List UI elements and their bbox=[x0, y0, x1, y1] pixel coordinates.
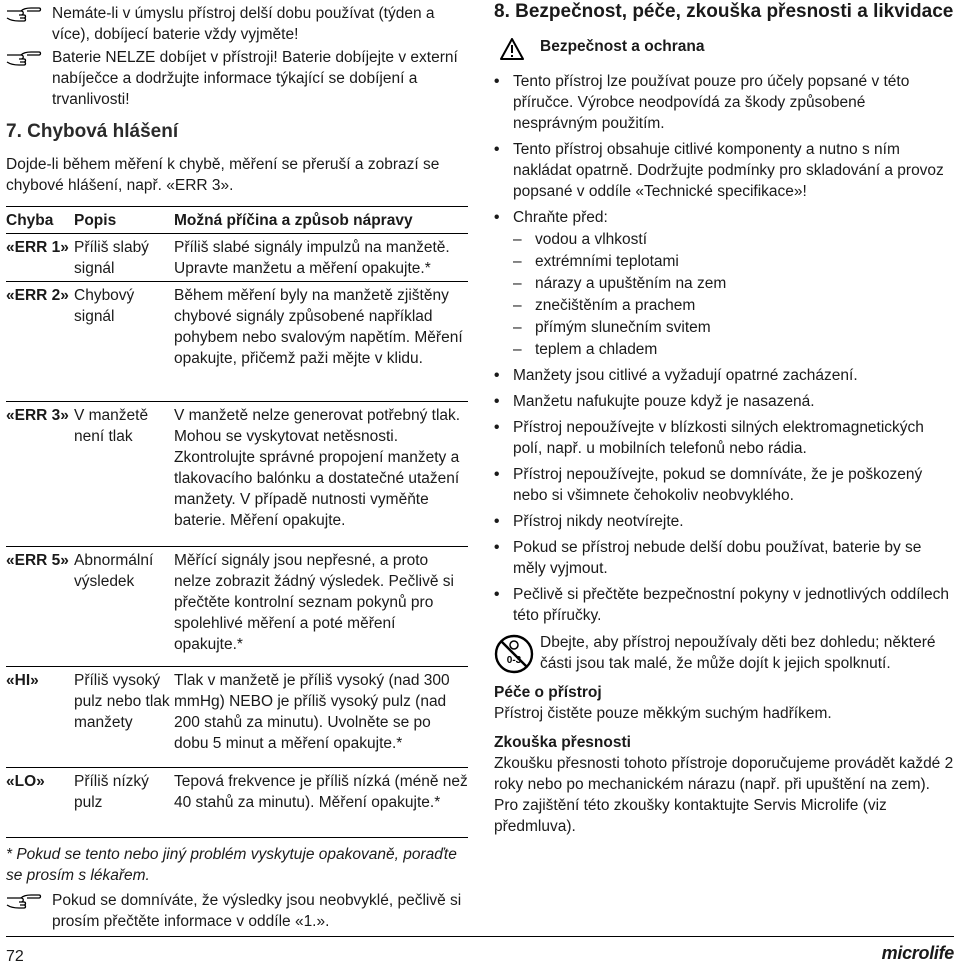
table-row bbox=[6, 667, 468, 768]
error-remedy: Tepová frekvence je příliš nízká (méně než 40 stahů za minutu). Měření opakujte.* bbox=[174, 768, 468, 838]
list-item bbox=[494, 207, 954, 360]
list-item: • Pokud se přístroj nebude delší dobu používat, baterie by se měly vyjmout. bbox=[494, 537, 954, 579]
note-battery-charge bbox=[6, 47, 468, 110]
list-item: – vodou a vlhkostí bbox=[513, 229, 954, 250]
column-header-cause-remedy: Možná příčina a způsob nápravy bbox=[174, 207, 468, 234]
note-text: Pokud se domníváte, že výsledky jsou neobvyklé, pečlivě si prosím přečtěte informace v oddíle «1.». bbox=[52, 892, 462, 930]
no-children-icon bbox=[494, 634, 534, 674]
error-code: «HI» bbox=[6, 667, 74, 768]
error-code: «ERR 1» bbox=[6, 234, 74, 282]
list-item: • Manžety jsou citlivé a vyžadují opatrné zacházení. bbox=[494, 365, 954, 386]
list-item: • Manžetu nafukujte pouze když je nasazená. bbox=[494, 391, 954, 412]
accuracy-text: Zkoušku přesnosti tohoto přístroje doporučujeme provádět každé 2 roky nebo po mechanickém nárazu (např. při upuštění na zem). Pro zajištění této zkoušky kontaktujte Servis Microlife (viz předmluva). bbox=[494, 755, 954, 835]
section-7-intro: Dojde-li během měření k chybě, měření se přeruší a zobrazí se chybové hlášení, např. «ERR 3». bbox=[6, 156, 440, 194]
protect-from-label: Chraňte před: bbox=[513, 209, 608, 226]
column-header-error: Chyba bbox=[6, 207, 74, 234]
safety-list bbox=[494, 71, 954, 626]
note-battery-remove bbox=[6, 3, 468, 45]
table-row bbox=[6, 547, 468, 667]
error-description: Příliš nízký pulz bbox=[74, 768, 174, 838]
care-text: Přístroj čistěte pouze měkkým suchým hadříkem. bbox=[494, 705, 832, 722]
protect-from-list bbox=[513, 229, 954, 360]
error-description: Abnormální výsledek bbox=[74, 547, 174, 667]
error-description: Příliš vysoký pulz nebo tlak manžety bbox=[74, 667, 174, 768]
error-description: Chybový signál bbox=[74, 282, 174, 402]
table-row bbox=[6, 282, 468, 402]
error-table bbox=[6, 206, 468, 838]
error-code: «ERR 5» bbox=[6, 547, 74, 667]
table-header-row bbox=[6, 207, 468, 234]
right-column bbox=[494, 0, 954, 837]
safety-heading-text: Bezpečnost a ochrana bbox=[540, 38, 705, 55]
error-remedy: Během měření byly na manžetě zjištěny chybové signály způsobené například pohybem nebo svalovým napětím. Měření opakujte, přičemž paži mějte v klidu. bbox=[174, 282, 468, 402]
list-item: • Pečlivě si přečtěte bezpečnostní pokyny v jednotlivých oddílech této příručky. bbox=[494, 584, 954, 626]
pointing-hand-icon bbox=[6, 5, 42, 23]
error-code: «ERR 3» bbox=[6, 402, 74, 547]
table-row bbox=[6, 402, 468, 547]
table-row bbox=[6, 234, 468, 282]
care-title: Péče o přístroj bbox=[494, 684, 602, 701]
list-item: • Přístroj nepoužívejte, pokud se domníváte, že je poškozený nebo si všimnete čehokoliv neobvyklého. bbox=[494, 464, 954, 506]
page-number: 72 bbox=[6, 948, 24, 965]
child-warning bbox=[494, 632, 954, 674]
list-item: – přímým slunečním svitem bbox=[513, 317, 954, 338]
list-item: – teplem a chladem bbox=[513, 339, 954, 360]
table-footnote: * Pokud se tento nebo jiný problém vyskytuje opakovaně, poraďte se prosím s lékařem. bbox=[6, 846, 457, 884]
list-item: • Tento přístroj obsahuje citlivé komponenty a nutno s ním nakládat opatrně. Dodržujte podmínky pro skladování a provoz popsané v oddíle «Technické specifikace»! bbox=[494, 139, 954, 202]
error-remedy: Příliš slabé signály impulzů na manžetě. Upravte manžetu a měření opakujte.* bbox=[174, 234, 468, 282]
left-column bbox=[6, 0, 468, 932]
error-remedy: V manžetě nelze generovat potřebný tlak. Mohou se vyskytovat netěsnosti. Zkontrolujte správné propojení manžety a tlakovacího balónku a dostatečné utažení manžety. V případě nutnosti vyměňte baterie. Měření opakujte. bbox=[174, 402, 468, 547]
section-8-title: 8. Bezpečnost, péče, zkouška přesnosti a likvidace bbox=[494, 1, 954, 22]
age-label: 0-3 bbox=[506, 655, 522, 666]
error-description: V manžetě není tlak bbox=[74, 402, 174, 547]
error-remedy: Tlak v manžetě je příliš vysoký (nad 300 mmHg) NEBO je příliš vysoký pulz (nad 200 stahů za minutu). Uvolněte se po dobu 5 minut a měření opakujte.* bbox=[174, 667, 468, 768]
list-item: • Přístroj nikdy neotvírejte. bbox=[494, 511, 954, 532]
error-description: Příliš slabý signál bbox=[74, 234, 174, 282]
list-item: • Tento přístroj lze používat pouze pro účely popsané v této příručce. Výrobce neodpovídá za škody způsobené nesprávným použitím. bbox=[494, 71, 954, 134]
column-header-description: Popis bbox=[74, 207, 174, 234]
error-code: «ERR 2» bbox=[6, 282, 74, 402]
warning-icon bbox=[500, 38, 524, 60]
pointing-hand-icon bbox=[6, 892, 42, 910]
list-item: – nárazy a upuštěním na zem bbox=[513, 273, 954, 294]
note-text: Nemáte-li v úmyslu přístroj delší dobu používat (týden a více), dobíjecí baterie vždy vyjměte! bbox=[52, 5, 435, 43]
section-7-title: 7. Chybová hlášení bbox=[6, 121, 179, 142]
list-item: • Přístroj nepoužívejte v blízkosti silných elektromagnetických polí, např. u mobilních telefonů nebo rádia. bbox=[494, 417, 954, 459]
list-item: – znečištěním a prachem bbox=[513, 295, 954, 316]
note-unusual-results bbox=[6, 890, 468, 932]
error-remedy: Měřící signály jsou nepřesné, a proto nelze zobrazit žádný výsledek. Pečlivě si přečtěte kontrolní seznam pokynů pro spolehlivé měření a poté měření opakujte.* bbox=[174, 547, 468, 667]
error-code: «LO» bbox=[6, 768, 74, 838]
list-item: – extrémními teplotami bbox=[513, 251, 954, 272]
note-text: Baterie NELZE dobíjet v přístroji! Baterie dobíjejte v externí nabíječce a dodržujte informace týkající se dobíjení a trvanlivosti! bbox=[52, 49, 458, 108]
accuracy-title: Zkouška přesnosti bbox=[494, 734, 631, 751]
pointing-hand-icon bbox=[6, 49, 42, 67]
table-row bbox=[6, 768, 468, 838]
safety-heading bbox=[494, 36, 954, 64]
brand-logo: microlife bbox=[881, 943, 954, 963]
child-warning-text: Dbejte, aby přístroj nepoužívaly děti bez dohledu; některé části jsou tak malé, že může dojít k jejich spolknutí. bbox=[540, 634, 936, 672]
footer-divider bbox=[6, 936, 954, 937]
